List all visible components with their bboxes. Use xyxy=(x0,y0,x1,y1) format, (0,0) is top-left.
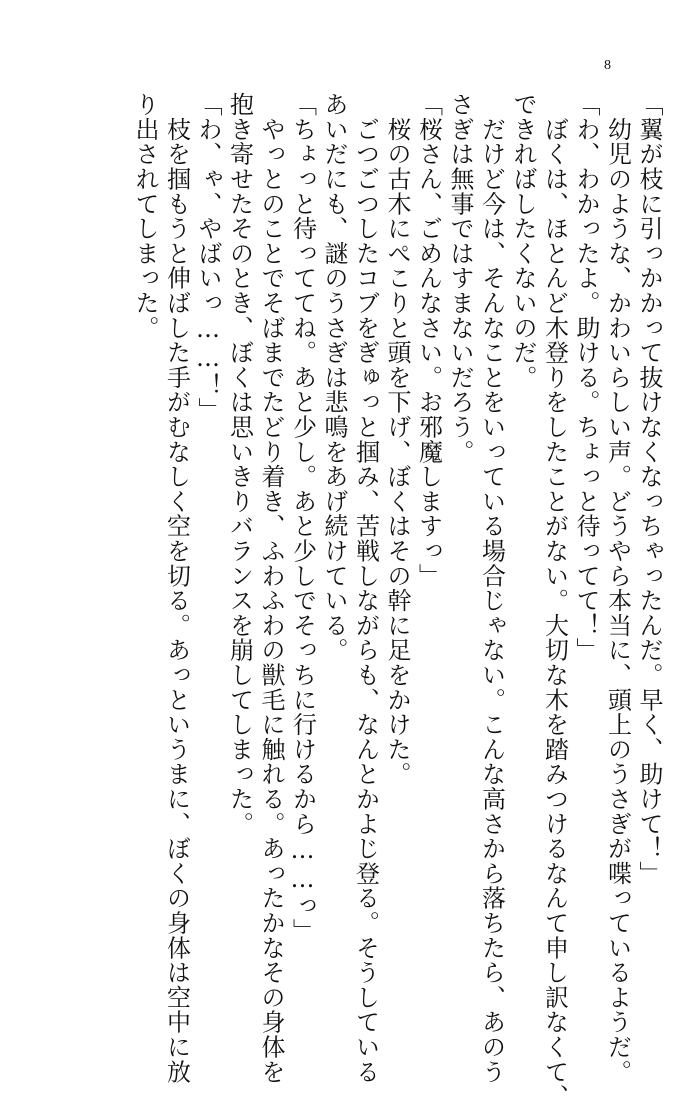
text-line: だけど今は、そんなことをいっている場合じゃない。こんな高さから落ちたら、あのう xyxy=(477,92,506,1084)
text-line: 「ちょっと待っててね。あと少し。あと少しでそっちに行けるから……っ」 xyxy=(288,92,317,944)
text-line: り出されてしまった。 xyxy=(131,92,159,340)
text-line: ぼくは、ほとんど木登りをしたことがない。大切な木を踏みつけるなんて申し訳なくて、 xyxy=(540,92,569,1109)
text-line: 桜の古木にぺこりと頭を下げ、ぼくはその幹に足をかけた。 xyxy=(383,92,411,787)
text-line: あいだにも、謎のうさぎは悲鳴をあげ続けている。 xyxy=(320,92,348,663)
page-number: 8 xyxy=(604,58,611,73)
text-line: 「わ、わかったよ。助ける。ちょっと待ってて！」 xyxy=(572,92,600,663)
text-line: できればしたくないのだ。 xyxy=(509,92,537,390)
text-line: 「桜さん、ごめんなさい。お邪魔しますっ」 xyxy=(414,92,443,588)
text-line: ごつごつしたコブをぎゅっと掴み、苦戦しながらも、なんとかよじ登る。そうしている xyxy=(351,92,380,1084)
body-text xyxy=(129,92,665,1109)
text-line: 幼児のような、かわいらしい声。どうやら本当に、頭上のうさぎが喋っているようだ。 xyxy=(603,92,632,1084)
text-line: さぎは無事ではすまないだろう。 xyxy=(446,92,474,464)
text-line: 抱き寄せたそのとき、ぼくは思いきりバランスを崩してしまった。 xyxy=(225,92,254,836)
text-line: やっとのことでそばまでたどり着き、ふわふわの獣毛に触れる。あったかなその身体を xyxy=(257,92,285,1084)
text-line: 「翼が枝に引っかかって抜けなくなっちゃったんだ。早く、助けて！」 xyxy=(635,92,663,886)
text-line: 「わ、ゃ、やばいっ……！」 xyxy=(194,92,222,423)
text-line: 枝を掴もうと伸ばした手がむなしく空を切る。あっというまに、ぼくの身体は空中に放 xyxy=(162,92,191,1084)
